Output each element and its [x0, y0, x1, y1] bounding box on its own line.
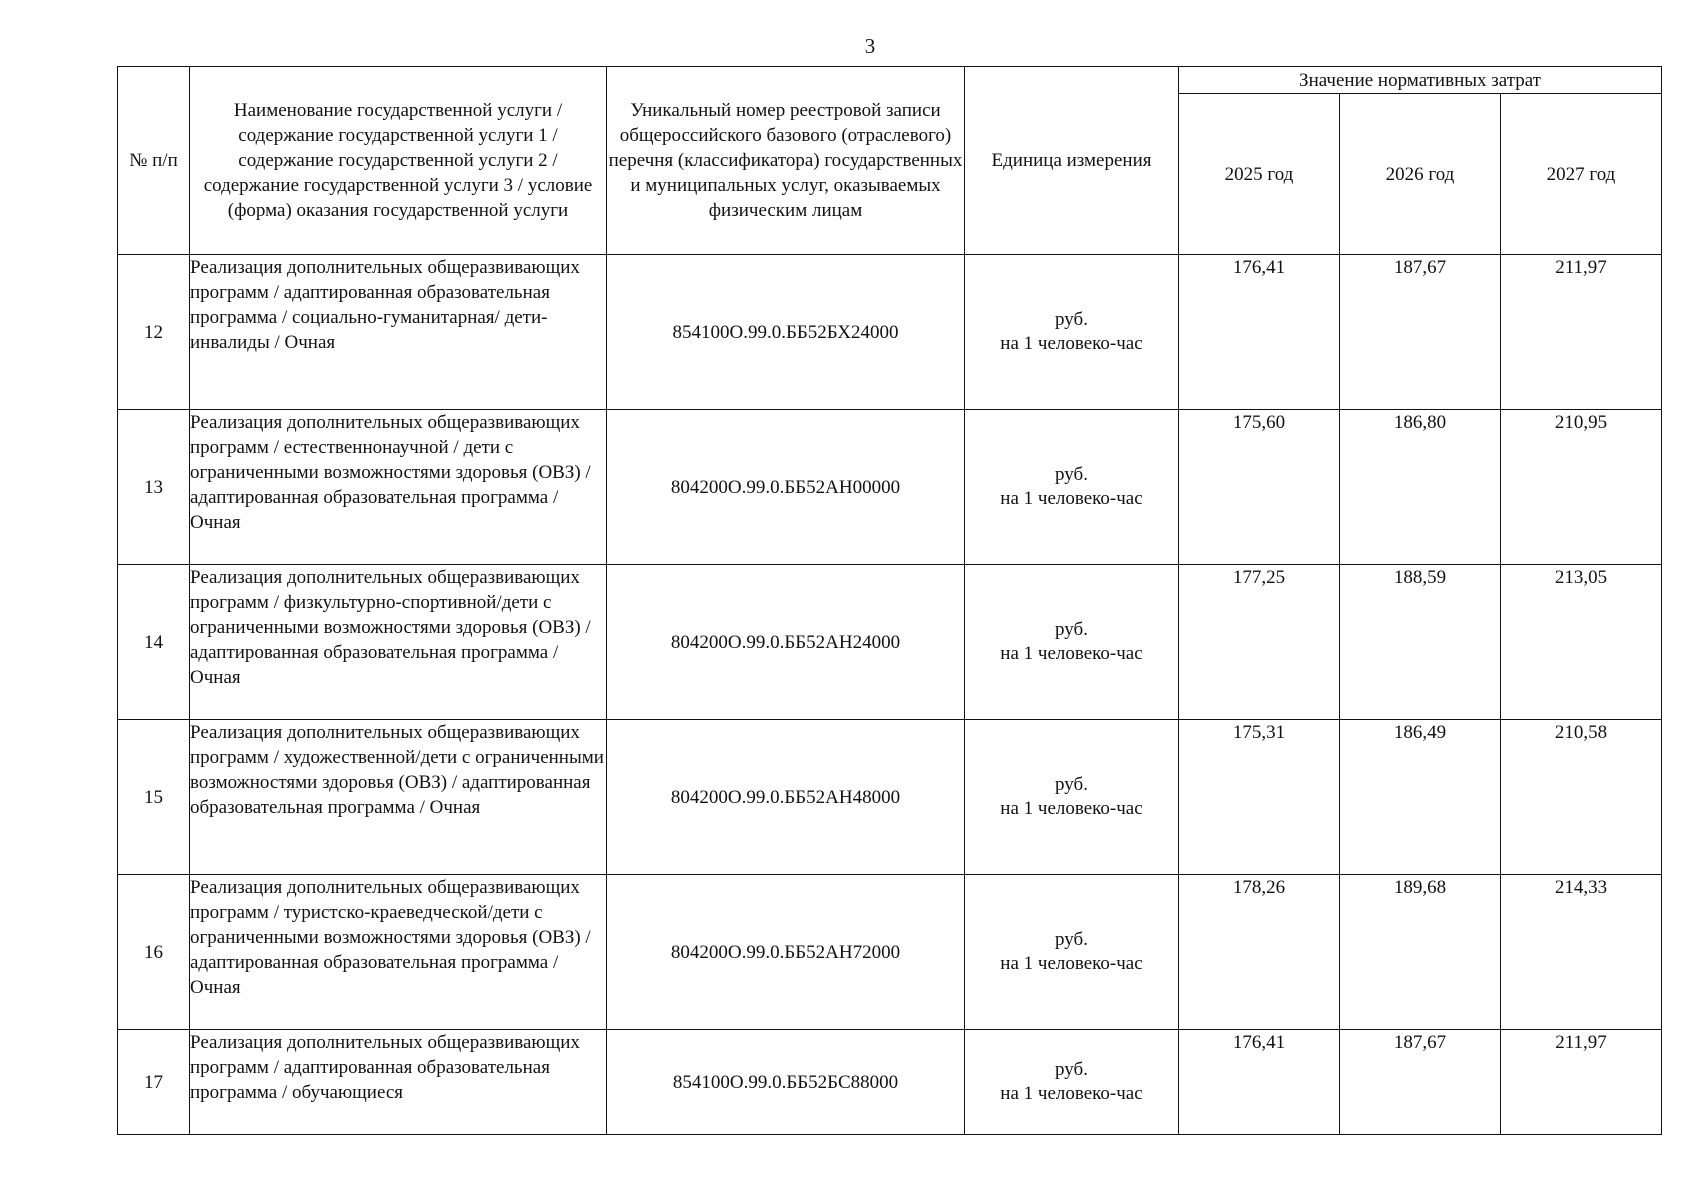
registry-code: 854100О.99.0.ББ52БС88000: [607, 1030, 965, 1135]
value-2025: 176,41: [1179, 255, 1340, 410]
unit-currency: руб.: [1055, 929, 1088, 950]
service-name: Реализация дополнительных общеразвивающих программ / адаптированная образовательная программа / обучающиеся: [190, 1030, 607, 1135]
unit-cell: [965, 565, 1179, 720]
value-2025: 176,41: [1179, 1030, 1340, 1135]
header-num: № п/п: [118, 67, 190, 255]
service-name: Реализация дополнительных общеразвивающих программ / туристско-краеведческой/дети с ограниченными возможностями здоровья (ОВЗ) / адаптированная образовательная программа / Очная: [190, 875, 607, 1030]
row-number: 15: [118, 720, 190, 875]
table-row: [118, 1030, 1662, 1135]
unit-cell: [965, 720, 1179, 875]
page-number: 3: [864, 34, 876, 58]
header-unit: Единица измерения: [965, 67, 1179, 255]
registry-code: 804200О.99.0.ББ52АН72000: [607, 875, 965, 1030]
value-2025: 175,60: [1179, 410, 1340, 565]
unit-currency: руб.: [1055, 1059, 1088, 1080]
unit-cell: [965, 875, 1179, 1030]
value-2026: 187,67: [1340, 1030, 1501, 1135]
value-2025: 178,26: [1179, 875, 1340, 1030]
normative-costs-table: [117, 66, 1662, 1135]
unit-cell: [965, 410, 1179, 565]
value-2027: 211,97: [1501, 255, 1662, 410]
row-number: 16: [118, 875, 190, 1030]
header-service-name: Наименование государственной услуги / содержание государственной услуги 1 / содержание государственной услуги 2 / содержание государственной услуги 3 / условие (форма) оказания государственной услуги: [190, 67, 607, 255]
value-2026: 189,68: [1340, 875, 1501, 1030]
unit-currency: руб.: [1055, 619, 1088, 640]
unit-basis: на 1 человеко-час: [1000, 953, 1143, 974]
registry-code: 854100О.99.0.ББ52БХ24000: [607, 255, 965, 410]
unit-currency: руб.: [1055, 309, 1088, 330]
row-number: 14: [118, 565, 190, 720]
value-2026: 188,59: [1340, 565, 1501, 720]
service-name: Реализация дополнительных общеразвивающих программ / адаптированная образовательная программа / социально-гуманитарная/ дети-инвалиды / Очная: [190, 255, 607, 410]
value-2025: 177,25: [1179, 565, 1340, 720]
unit-basis: на 1 человеко-час: [1000, 798, 1143, 819]
registry-code: 804200О.99.0.ББ52АН24000: [607, 565, 965, 720]
value-2027: 210,95: [1501, 410, 1662, 565]
unit-basis: на 1 человеко-час: [1000, 1083, 1143, 1104]
registry-code: 804200О.99.0.ББ52АН48000: [607, 720, 965, 875]
value-2027: 213,05: [1501, 565, 1662, 720]
unit-basis: на 1 человеко-час: [1000, 488, 1143, 509]
unit-basis: на 1 человеко-час: [1000, 333, 1143, 354]
header-year-2025: 2025 год: [1179, 94, 1340, 255]
service-name: Реализация дополнительных общеразвивающих программ / художественной/дети с ограниченными возможностями здоровья (ОВЗ) / адаптированная образовательная программа / Очная: [190, 720, 607, 875]
unit-cell: [965, 1030, 1179, 1135]
value-2027: 214,33: [1501, 875, 1662, 1030]
unit-currency: руб.: [1055, 464, 1088, 485]
unit-cell: [965, 255, 1179, 410]
header-registry-code: Уникальный номер реестровой записи общероссийского базового (отраслевого) перечня (классификатора) государственных и муниципальных услуг, оказываемых физическим лицам: [607, 67, 965, 255]
row-number: 17: [118, 1030, 190, 1135]
table-row: [118, 720, 1662, 875]
row-number: 13: [118, 410, 190, 565]
service-name: Реализация дополнительных общеразвивающих программ / физкультурно-спортивной/дети с ограниченными возможностями здоровья (ОВЗ) / адаптированная образовательная программа / Очная: [190, 565, 607, 720]
value-2025: 175,31: [1179, 720, 1340, 875]
table-row: [118, 410, 1662, 565]
header-row-1: [118, 67, 1662, 94]
unit-currency: руб.: [1055, 774, 1088, 795]
unit-basis: на 1 человеко-час: [1000, 643, 1143, 664]
value-2026: 186,80: [1340, 410, 1501, 565]
registry-code: 804200О.99.0.ББ52АН00000: [607, 410, 965, 565]
table-row: [118, 875, 1662, 1030]
header-year-2026: 2026 год: [1340, 94, 1501, 255]
value-2026: 187,67: [1340, 255, 1501, 410]
value-2026: 186,49: [1340, 720, 1501, 875]
table-row: [118, 255, 1662, 410]
service-name: Реализация дополнительных общеразвивающих программ / естественнонаучной / дети с ограниченными возможностями здоровья (ОВЗ) / адаптированная образовательная программа / Очная: [190, 410, 607, 565]
header-normative-costs: Значение нормативных затрат: [1179, 67, 1662, 94]
value-2027: 211,97: [1501, 1030, 1662, 1135]
table-row: [118, 565, 1662, 720]
value-2027: 210,58: [1501, 720, 1662, 875]
row-number: 12: [118, 255, 190, 410]
header-year-2027: 2027 год: [1501, 94, 1662, 255]
